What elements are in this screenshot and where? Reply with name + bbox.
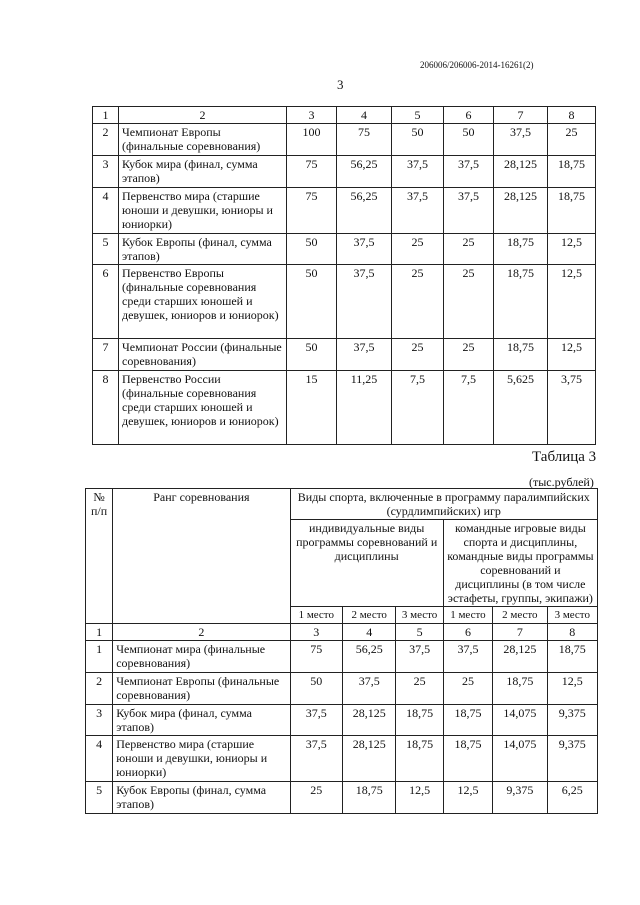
competition-name: Кубок Европы (финал, сумма этапов) [113,782,290,814]
value-cell: 37,5 [443,641,492,673]
column-number: 3 [290,624,342,641]
value-cell: 11,25 [337,371,392,445]
value-cell: 50 [287,265,337,339]
value-cell: 25 [444,339,494,371]
competition-name: Кубок Европы (финал, сумма этапов) [119,234,287,265]
value-cell: 18,75 [494,265,548,339]
value-cell: 12,5 [548,265,596,339]
value-cell: 37,5 [337,265,392,339]
value-cell: 18,75 [494,339,548,371]
value-cell: 5,625 [494,371,548,445]
row-number: 5 [86,782,113,814]
table-row [93,234,596,265]
value-cell: 7,5 [444,371,494,445]
column-number: 7 [493,624,547,641]
column-number: 4 [342,624,395,641]
place-header: 3 место [547,607,597,624]
row-number: 3 [93,156,119,188]
competition-name: Кубок мира (финал, сумма этапов) [113,705,290,736]
place-header: 3 место [396,607,443,624]
value-cell: 37,5 [337,339,392,371]
place-header: 2 место [342,607,395,624]
row-number: 2 [86,673,113,705]
competition-name: Чемпионат мира (финальные соревнования) [113,641,290,673]
table-title: Таблица 3 [532,449,597,465]
competition-name: Чемпионат России (финальные соревнования) [119,339,287,371]
value-cell: 37,5 [444,156,494,188]
value-cell: 15 [287,371,337,445]
table-row [86,705,598,736]
column-number: 8 [548,107,596,124]
competition-name: Первенство России (финальные соревнования среди старших юношей и девушек, юниоров и юниорок) [119,371,287,445]
value-cell: 28,125 [342,736,395,782]
row-number: 5 [93,234,119,265]
value-cell: 25 [392,339,444,371]
table-row [93,339,596,371]
place-header: 1 место [290,607,342,624]
value-cell: 9,375 [493,782,547,814]
value-cell: 28,125 [494,156,548,188]
value-cell: 9,375 [547,736,597,782]
value-cell: 25 [444,265,494,339]
value-cell: 37,5 [444,188,494,234]
row-number: 6 [93,265,119,339]
row-number: 4 [93,188,119,234]
value-cell: 37,5 [392,188,444,234]
value-cell: 75 [290,641,342,673]
place-header: 2 место [493,607,547,624]
header-number: № п/п [86,489,113,624]
value-cell: 25 [392,234,444,265]
table-3 [85,488,598,814]
value-cell: 37,5 [337,234,392,265]
numbering-row [86,624,598,641]
row-number: 7 [93,339,119,371]
row-number: 2 [93,124,119,156]
value-cell: 25 [392,265,444,339]
value-cell: 14,075 [493,705,547,736]
value-cell: 18,75 [547,641,597,673]
value-cell: 28,125 [342,705,395,736]
table-row [86,736,598,782]
column-number: 2 [119,107,287,124]
table-row [93,124,596,156]
value-cell: 50 [444,124,494,156]
value-cell: 75 [287,156,337,188]
table-row [86,641,598,673]
value-cell: 18,75 [548,156,596,188]
header-rank: Ранг соревнования [113,489,290,624]
header-sports: Виды спорта, включенные в программу паралимпийских (сурдлимпийских) игр [290,489,597,520]
table-row [93,188,596,234]
units-label: (тыс.рублей) [529,475,594,489]
table-row [86,673,598,705]
value-cell: 56,25 [337,156,392,188]
value-cell: 12,5 [547,673,597,705]
value-cell: 37,5 [290,736,342,782]
table-header-row [93,107,596,124]
value-cell: 28,125 [494,188,548,234]
value-cell: 50 [290,673,342,705]
value-cell: 50 [392,124,444,156]
value-cell: 37,5 [494,124,548,156]
value-cell: 37,5 [396,641,443,673]
column-number: 2 [113,624,290,641]
value-cell: 18,75 [443,736,492,782]
row-number: 3 [86,705,113,736]
column-number: 6 [443,624,492,641]
table-continuation [92,106,596,445]
value-cell: 25 [443,673,492,705]
value-cell: 3,75 [548,371,596,445]
row-number: 1 [86,641,113,673]
value-cell: 37,5 [290,705,342,736]
value-cell: 18,75 [396,736,443,782]
value-cell: 18,75 [493,673,547,705]
competition-name: Первенство Европы (финальные соревнования среди старших юношей и девушек, юниоров и юниорок) [119,265,287,339]
value-cell: 6,25 [547,782,597,814]
value-cell: 7,5 [392,371,444,445]
header-team: командные игровые виды спорта и дисциплины, командные виды программы соревнований и дисциплины (в том числе эстафеты, группы, экипажи) [443,520,597,607]
column-number: 3 [287,107,337,124]
value-cell: 12,5 [443,782,492,814]
competition-name: Чемпионат Европы (финальные соревнования) [119,124,287,156]
value-cell: 37,5 [392,156,444,188]
value-cell: 18,75 [342,782,395,814]
value-cell: 25 [290,782,342,814]
value-cell: 37,5 [342,673,395,705]
value-cell: 9,375 [547,705,597,736]
value-cell: 25 [548,124,596,156]
column-number: 5 [392,107,444,124]
column-number: 6 [444,107,494,124]
value-cell: 12,5 [548,339,596,371]
column-number: 4 [337,107,392,124]
value-cell: 56,25 [337,188,392,234]
table-row [93,156,596,188]
value-cell: 28,125 [493,641,547,673]
competition-name: Кубок мира (финал, сумма этапов) [119,156,287,188]
column-number: 8 [547,624,597,641]
header-individual: индивидуальные виды программы соревнований и дисциплины [290,520,443,607]
value-cell: 14,075 [493,736,547,782]
value-cell: 18,75 [396,705,443,736]
value-cell: 25 [444,234,494,265]
value-cell: 18,75 [494,234,548,265]
document-reference: 206006/206006-2014-16261(2) [420,60,534,70]
row-number: 4 [86,736,113,782]
value-cell: 56,25 [342,641,395,673]
page-number: 3 [337,77,344,92]
value-cell: 100 [287,124,337,156]
value-cell: 75 [287,188,337,234]
value-cell: 12,5 [548,234,596,265]
value-cell: 75 [337,124,392,156]
value-cell: 12,5 [396,782,443,814]
table-row [86,782,598,814]
table-row [93,265,596,339]
column-number: 1 [93,107,119,124]
place-header: 1 место [443,607,492,624]
row-number: 8 [93,371,119,445]
value-cell: 25 [396,673,443,705]
competition-name: Первенство мира (старшие юноши и девушки, юниоры и юниорки) [113,736,290,782]
value-cell: 18,75 [548,188,596,234]
value-cell: 18,75 [443,705,492,736]
column-number: 1 [86,624,113,641]
value-cell: 50 [287,234,337,265]
competition-name: Первенство мира (старшие юноши и девушки, юниоры и юниорки) [119,188,287,234]
table-row [93,371,596,445]
competition-name: Чемпионат Европы (финальные соревнования) [113,673,290,705]
value-cell: 50 [287,339,337,371]
column-number: 5 [396,624,443,641]
column-number: 7 [494,107,548,124]
